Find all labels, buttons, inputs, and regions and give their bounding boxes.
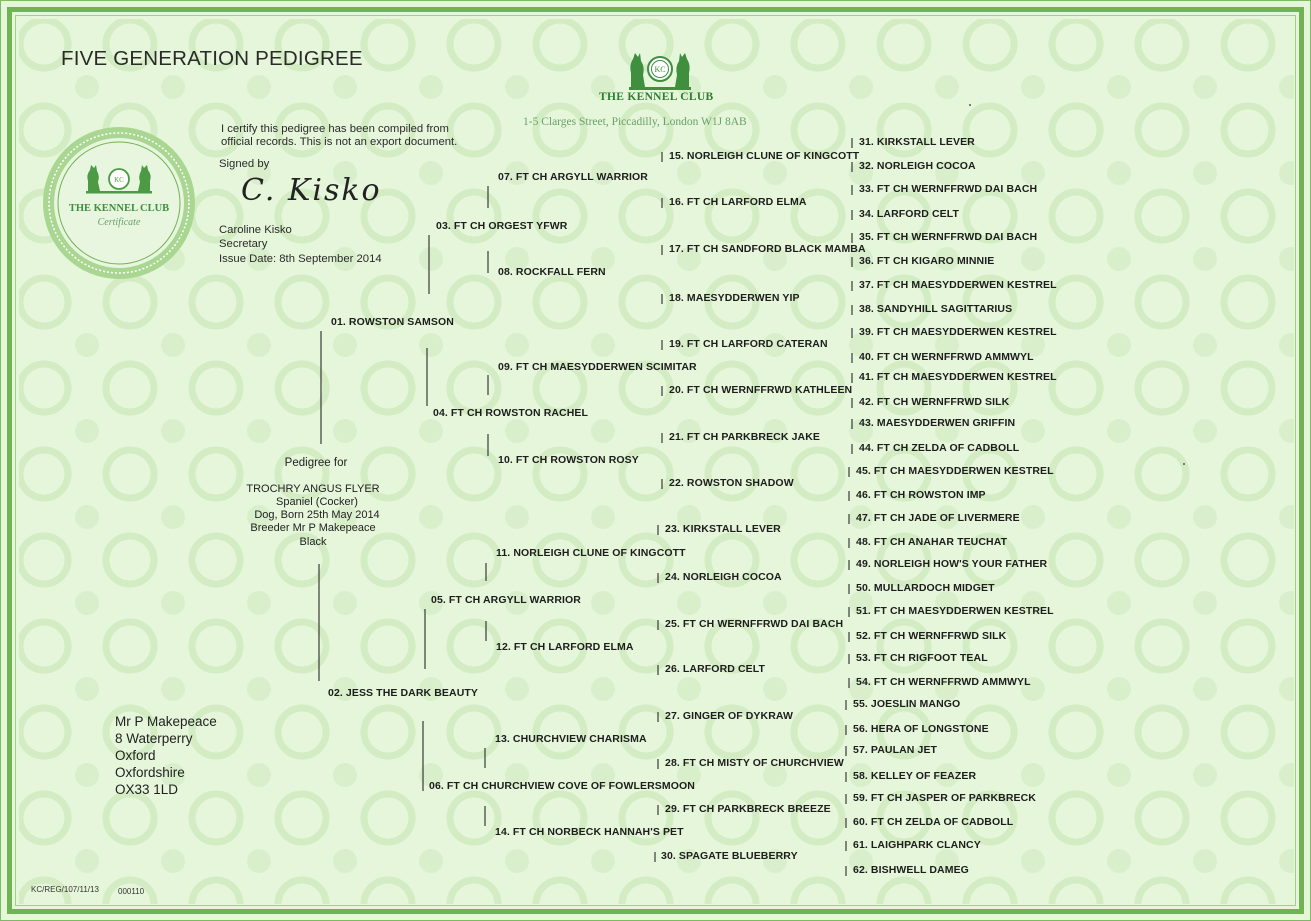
certificate-seal xyxy=(40,125,198,281)
ancestor-46: 46. FT CH ROWSTON IMP xyxy=(856,489,986,501)
ancestor-29: 29. FT CH PARKBRECK BREEZE xyxy=(665,803,831,815)
ancestor-12: 12. FT CH LARFORD ELMA xyxy=(496,641,634,653)
kennel-club-logo-icon xyxy=(621,43,699,91)
ancestor-32: 32. NORLEIGH COCOA xyxy=(859,160,976,172)
ancestor-23: 23. KIRKSTALL LEVER xyxy=(665,523,781,535)
owner-address-line-2: Oxford xyxy=(115,748,156,763)
ancestor-05: 05. FT CH ARGYLL WARRIOR xyxy=(431,594,581,606)
ancestor-18: 18. MAESYDDERWEN YIP xyxy=(669,292,800,304)
ancestor-01: 01. ROWSTON SAMSON xyxy=(331,316,454,328)
subject-breeder: Breeder Mr P Makepeace xyxy=(250,522,376,534)
subject-colour: Black xyxy=(299,536,327,548)
serial-number: 000110 xyxy=(118,887,145,896)
seal-caption-text: Certificate xyxy=(97,217,141,228)
ancestor-55: 55. JOESLIN MANGO xyxy=(853,698,961,710)
ancestor-62: 62. BISHWELL DAMEG xyxy=(853,864,969,876)
ancestor-60: 60. FT CH ZELDA OF CADBOLL xyxy=(853,816,1014,828)
ancestor-58: 58. KELLEY OF FEAZER xyxy=(853,770,977,782)
ancestor-51: 51. FT CH MAESYDDERWEN KESTREL xyxy=(856,605,1054,617)
owner-address-line-1: 8 Waterperry xyxy=(115,731,193,746)
ancestor-45: 45. FT CH MAESYDDERWEN KESTREL xyxy=(856,465,1054,477)
ancestor-10: 10. FT CH ROWSTON ROSY xyxy=(498,454,639,466)
speck xyxy=(1183,463,1185,465)
ancestor-33: 33. FT CH WERNFFRWD DAI BACH xyxy=(859,183,1038,195)
ancestor-24: 24. NORLEIGH COCOA xyxy=(665,571,782,583)
ancestor-09: 09. FT CH MAESYDDERWEN SCIMITAR xyxy=(498,361,697,373)
subject-dog-name: TROCHRY ANGUS FLYER xyxy=(246,483,380,495)
ancestor-49: 49. NORLEIGH HOW'S YOUR FATHER xyxy=(856,558,1048,570)
ancestor-07: 07. FT CH ARGYLL WARRIOR xyxy=(498,171,648,183)
ancestor-08: 08. ROCKFALL FERN xyxy=(498,266,606,278)
form-reference: KC/REG/107/11/13 xyxy=(31,885,99,894)
ancestor-34: 34. LARFORD CELT xyxy=(859,208,959,220)
signatory-role: Secretary xyxy=(219,238,268,250)
seal-dogs-icon xyxy=(87,165,150,191)
logo-badge-text: KC xyxy=(654,65,666,74)
organisation-name: THE KENNEL CLUB xyxy=(599,91,714,103)
signature: C. Kisko xyxy=(241,173,382,208)
pedigree-tree-lines xyxy=(1,1,1311,921)
ancestor-11: 11. NORLEIGH CLUNE OF KINGCOTT xyxy=(496,547,686,559)
seal-name-text: THE KENNEL CLUB xyxy=(68,203,170,214)
ancestor-36: 36. FT CH KIGARO MINNIE xyxy=(859,255,995,267)
ancestor-53: 53. FT CH RIGFOOT TEAL xyxy=(856,652,988,664)
owner-address-line-3: Oxfordshire xyxy=(115,765,185,780)
ancestor-50: 50. MULLARDOCH MIDGET xyxy=(856,582,995,594)
ancestor-22: 22. ROWSTON SHADOW xyxy=(669,477,794,489)
ancestor-30: 30. SPAGATE BLUEBERRY xyxy=(661,850,798,862)
ancestor-13: 13. CHURCHVIEW CHARISMA xyxy=(495,733,647,745)
ancestor-19: 19. FT CH LARFORD CATERAN xyxy=(669,338,828,350)
organisation-address: 1-5 Clarges Street, Piccadilly, London W1J 8AB xyxy=(523,116,747,128)
subject-breed: Spaniel (Cocker) xyxy=(276,496,358,508)
ancestor-61: 61. LAIGHPARK CLANCY xyxy=(853,839,981,851)
ancestor-20: 20. FT CH WERNFFRWD KATHLEEN xyxy=(669,384,853,396)
ancestor-28: 28. FT CH MISTY OF CHURCHVIEW xyxy=(665,757,844,769)
signed-by-label: Signed by xyxy=(219,158,270,170)
ancestor-02: 02. JESS THE DARK BEAUTY xyxy=(328,687,479,699)
owner-name: Mr P Makepeace xyxy=(115,714,217,729)
certify-line-2: official records. This is not an export document. xyxy=(221,136,458,148)
ancestor-44: 44. FT CH ZELDA OF CADBOLL xyxy=(859,442,1020,454)
speck xyxy=(969,104,971,106)
ancestor-40: 40. FT CH WERNFFRWD AMMWYL xyxy=(859,351,1034,363)
ancestor-03: 03. FT CH ORGEST YFWR xyxy=(436,220,568,232)
ancestor-17: 17. FT CH SANDFORD BLACK MAMBA xyxy=(669,243,866,255)
signatory-name: Caroline Kisko xyxy=(219,224,292,236)
ancestor-41: 41. FT CH MAESYDDERWEN KESTREL xyxy=(859,371,1057,383)
ancestor-14: 14. FT CH NORBECK HANNAH'S PET xyxy=(495,826,684,838)
owner-postcode: OX33 1LD xyxy=(115,782,179,797)
ancestor-39: 39. FT CH MAESYDDERWEN KESTREL xyxy=(859,326,1057,338)
issue-date: Issue Date: 8th September 2014 xyxy=(219,253,382,265)
ancestor-59: 59. FT CH JASPER OF PARKBRECK xyxy=(853,792,1036,804)
ancestor-47: 47. FT CH JADE OF LIVERMERE xyxy=(856,512,1020,524)
ancestor-26: 26. LARFORD CELT xyxy=(665,663,765,675)
ancestor-21: 21. FT CH PARKBRECK JAKE xyxy=(669,431,820,443)
pedigree-for-heading: Pedigree for xyxy=(284,457,348,469)
ancestor-37: 37. FT CH MAESYDDERWEN KESTREL xyxy=(859,279,1057,291)
ancestor-35: 35. FT CH WERNFFRWD DAI BACH xyxy=(859,231,1038,243)
ancestor-56: 56. HERA OF LONGSTONE xyxy=(853,723,989,735)
ancestor-43: 43. MAESYDDERWEN GRIFFIN xyxy=(859,417,1016,429)
ancestor-42: 42. FT CH WERNFFRWD SILK xyxy=(859,396,1010,408)
ancestor-38: 38. SANDYHILL SAGITTARIUS xyxy=(859,303,1013,315)
ancestor-15: 15. NORLEIGH CLUNE OF KINGCOTT xyxy=(669,150,860,162)
ancestor-31: 31. KIRKSTALL LEVER xyxy=(859,136,975,148)
ancestor-04: 04. FT CH ROWSTON RACHEL xyxy=(433,407,589,419)
ancestor-57: 57. PAULAN JET xyxy=(853,744,938,756)
ancestor-52: 52. FT CH WERNFFRWD SILK xyxy=(856,630,1007,642)
ancestor-06: 06. FT CH CHURCHVIEW COVE OF FOWLERSMOON xyxy=(429,780,695,792)
watermark-pattern xyxy=(1,1,1311,921)
ancestor-48: 48. FT CH ANAHAR TEUCHAT xyxy=(856,536,1008,548)
ancestor-27: 27. GINGER OF DYKRAW xyxy=(665,710,794,722)
ancestor-25: 25. FT CH WERNFFRWD DAI BACH xyxy=(665,618,844,630)
subject-details: Dog, Born 25th May 2014 xyxy=(254,509,380,521)
certify-line-1: I certify this pedigree has been compiled from xyxy=(221,123,449,135)
page-title: FIVE GENERATION PEDIGREE xyxy=(61,47,363,70)
ancestor-16: 16. FT CH LARFORD ELMA xyxy=(669,196,807,208)
ancestor-54: 54. FT CH WERNFFRWD AMMWYL xyxy=(856,676,1031,688)
seal-badge-text: KC xyxy=(114,176,124,184)
